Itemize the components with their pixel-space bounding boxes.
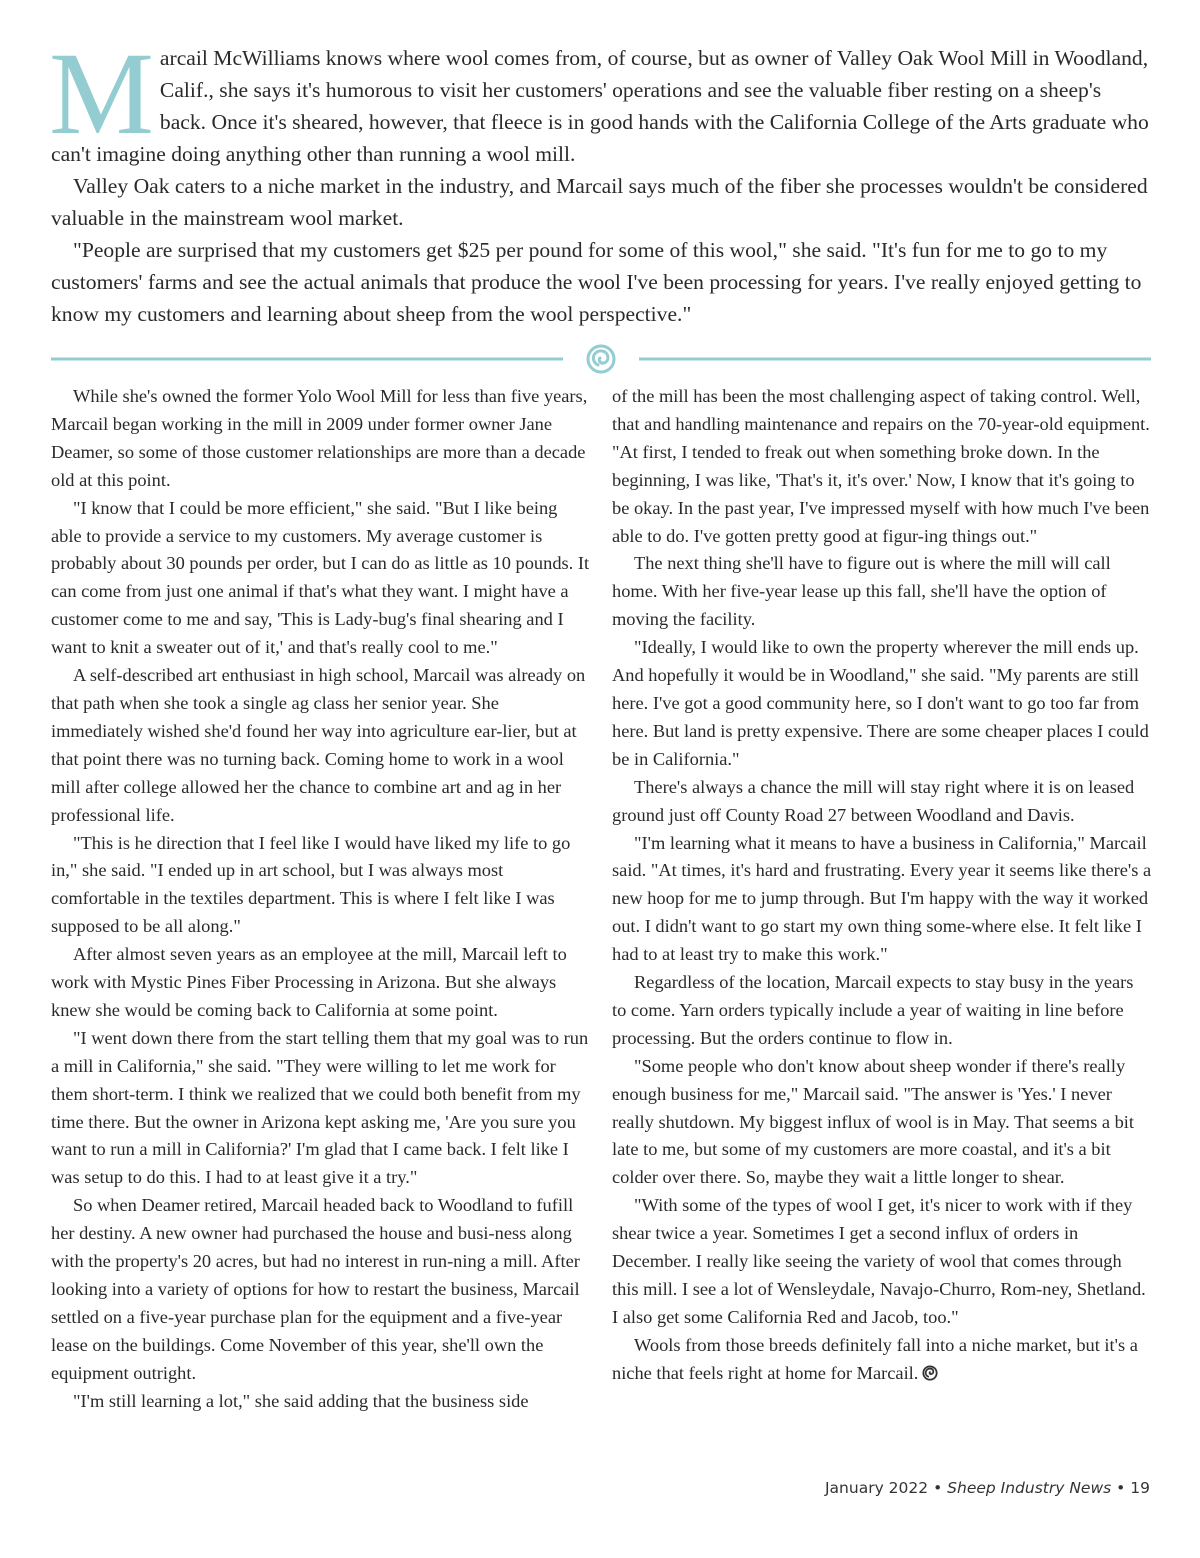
body-paragraph: "With some of the types of wool I get, it's nicer to work with if they shear twice a year. Sometimes I get a second influx of orders in December. I really like seeing the variety of wool that comes through this mill. I see a lot of Wensleydale, Navajo-Churro, Rom-ney, Shetland. I also get some California Red and Jacob, too." [612, 1195, 1146, 1327]
final-paragraph [612, 1332, 1152, 1388]
body-paragraph: of the mill has been the most challenging aspect of taking control. Well, that and handling maintenance and repairs on the 70-year-old equipment. "At first, I tended to freak out when something broke down. In the beginning, I was like, 'That's it, it's over.' Now, I know that it's going to be okay. In the past year, I've impressed myself with how much I've been able to do. I've gotten pretty good at figur-ing things out." [612, 386, 1150, 546]
body-paragraph: "I know that I could be more efficient," she said. "But I like being able to provide a service to my customers. My average customer is probably about 30 pounds per order, but I can do as little as 10 pounds. It can come from just one animal if that's what they want. I might have a customer come to me and say, 'This is Lady-bug's final shearing and I want to knit a sweater out of it,' and that's really cool to me." [51, 497, 590, 658]
body-paragraph: "Ideally, I would like to own the property wherever the mill ends up. And hopefully it would be in Woodland," she said. "My parents are still here. I've got a good community here, so I don't want to go too far from here. But land is pretty expensive. There are some cheaper places I could be in California." [612, 637, 1149, 769]
body-paragraph: The next thing she'll have to figure out is where the mill will call home. With her five-year lease up this fall, she'll have the option of moving the facility. [612, 553, 1111, 630]
page-number: 19 [1130, 1479, 1150, 1497]
body-paragraph: While she's owned the former Yolo Wool Mill for less than five years, Marcail began working in the mill in 2009 under former owner Jane Deamer, so some of those customer relationships are more than a decade old at this point. [51, 386, 588, 490]
intro-paragraph-3: "People are surprised that my customers get $25 per pound for some of this wool," she said. "It's fun for me to go to my customers' farms and see the actual animals that produce the wool I've been processing for years. I've really enjoyed getting to know my customers and learning about sheep from the wool perspective." [51, 238, 1142, 326]
body-paragraph: After almost seven years as an employee at the mill, Marcail left to work with Mystic Pines Fiber Processing in Arizona. But she always knew she would be coming back to California at some point. [51, 944, 567, 1020]
page-footer [825, 1479, 1150, 1497]
body-paragraph: There's always a chance the mill will stay right where it is on leased ground just off County Road 27 between Woodland and Davis. [612, 776, 1135, 825]
body-paragraph: "Some people who don't know about sheep wonder if there's really enough business for me," Marcail said. "The answer is 'Yes.' I never really shutdown. My biggest influx of wool is in May. That seems a bit late to me, but some of my customers are more coastal, and it's a bit colder over there. So, maybe they wait a little longer to shear. [612, 1055, 1135, 1188]
body-paragraph: Regardless of the location, Marcail expects to stay busy in the years to come. Yarn orders typically include a year of waiting in line before processing. But the orders continue to flow in. [612, 972, 1134, 1048]
body-paragraph: "I went down there from the start telling them that my goal was to run a mill in California," she said. "They were willing to let me work for them short-term. I think we realized that we could both benefit from my time there. But the owner in Arizona kept asking me, 'Are you sure you want to run a mill in California?' I'm glad that I came back. I felt like I was setup to do this. I had to at least give it a try." [51, 1027, 589, 1188]
end-mark-icon [921, 1365, 939, 1381]
issue-date: January 2022 [824, 1479, 929, 1497]
final-paragraph-text: Wools from those breeds definitely fall into a niche market, but it's a niche that feels right at home for Marcail. [612, 1334, 1138, 1383]
sheep-industry-logo-icon [588, 346, 614, 372]
section-divider [51, 344, 1151, 374]
footer-separator: • [933, 1479, 943, 1497]
body-paragraph: So when Deamer retired, Marcail headed back to Woodland to fufill her destiny. A new owner had purchased the house and busi-ness along with the property's 20 acres, but had no interest in run-ning a mill. After looking into a variety of options for how to restart the business, Marcail settled on a five-year purchase plan for the equipment and a five-year lease on the buildings. Come November of this year, she'll own the equipment outright. [51, 1195, 580, 1383]
right-column [612, 383, 1152, 1388]
intro-paragraph-2: Valley Oak caters to a niche market in the industry, and Marcail says much of the fiber she processes wouldn't be considered valuable in the mainstream wool market. [51, 174, 1148, 230]
body-paragraph: A self-described art enthusiast in high school, Marcail was already on that path when she took a single ag class her senior year. She immediately wished she'd found her way into agriculture ear-lier, but at that point there was no turning back. Coming home to work in a wool mill after college allowed her the chance to combine art and ag in her professional life. [51, 665, 586, 825]
footer-separator: • [1116, 1479, 1126, 1497]
drop-cap: M [49, 28, 154, 159]
left-column [51, 383, 591, 1416]
body-paragraph: "This is he direction that I feel like I would have liked my life to go in," she said. "I ended up in art school, but I was always most comfortable in the textiles department. This is where I felt like I was supposed to be all along." [51, 832, 571, 937]
body-paragraph: "I'm still learning a lot," she said adding that the business side [73, 1390, 529, 1411]
intro [49, 28, 1151, 330]
magazine-title: Sheep Industry News [947, 1479, 1112, 1497]
intro-paragraph-1 [49, 28, 1151, 170]
intro-paragraph-1-text: arcail McWilliams knows where wool comes from, of course, but as owner of Valley Oak Wool Mill in Woodland, Calif., she says it's humorous to visit her customers' operations and see the valuable fiber resting on a sheep's back. Once it's sheared, however, that fleece is in good hands with the California College of the Arts graduate who can't imagine doing anything other than running a wool mill. [51, 46, 1149, 166]
body-paragraph: "I'm learning what it means to have a business in California," Marcail said. "At times, it's hard and frustrating. Every year it seems like there's a new hoop for me to jump through. But I'm happy with the way it worked out. I didn't want to go start my own thing some-where else. It felt like I had to at least try to make this work." [612, 832, 1152, 965]
